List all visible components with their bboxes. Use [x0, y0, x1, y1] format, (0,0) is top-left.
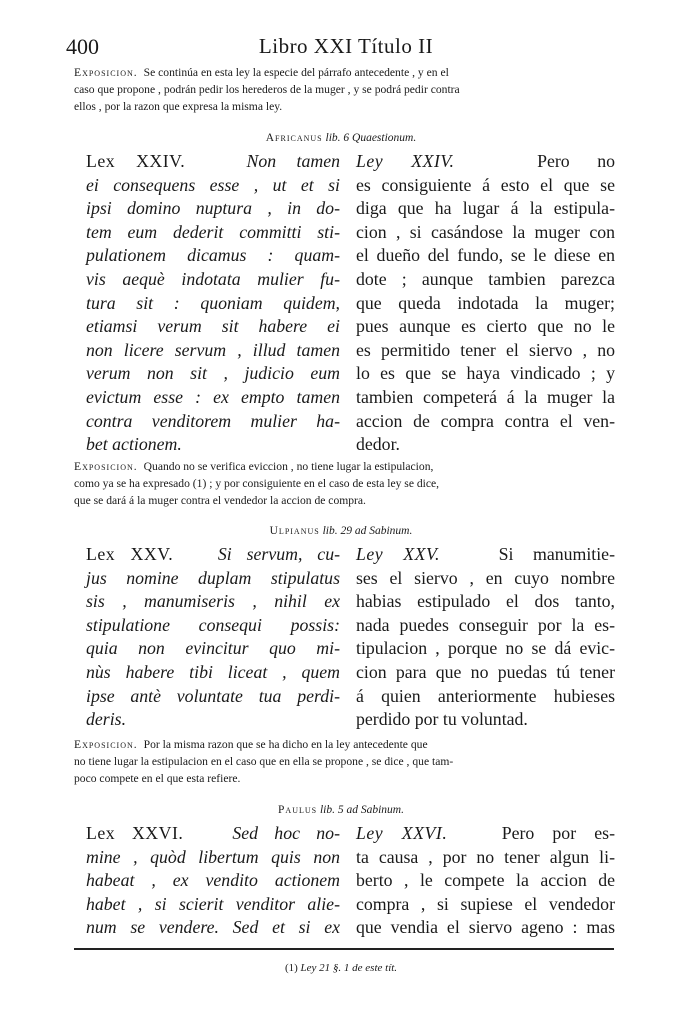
text-line: tambien competerá á la muger la [356, 386, 615, 407]
law-heading: Ley XXVI. [356, 823, 448, 843]
text-line: verum non sit , judicio eum [86, 363, 340, 384]
text-line: Lex XXIV. Non tamen [86, 151, 340, 171]
text-line: el dueño del fundo, se le diese en [356, 245, 615, 266]
text-line: vis aequè indotata mulier fu- [86, 268, 340, 289]
text-line: contra venditorem mulier ha- [86, 410, 340, 431]
exposicion-line: ellos , por la razon que expresa la misma ley. [74, 100, 283, 113]
text-line: ta causa , por no tener algun li- [356, 846, 615, 867]
footnote [0, 962, 682, 974]
text-line: tura sit : quoniam quidem, [86, 292, 340, 313]
text-line: compra , si supiese el vendedor [356, 893, 615, 914]
exposicion-3 [74, 736, 619, 787]
text-line: jus nomine duplam stipulatus [86, 567, 340, 588]
law-24-spanish [356, 150, 615, 457]
law-25-latin [86, 543, 340, 732]
page-number: 400 [66, 34, 99, 59]
text-line: pulationem dicamus : quam- [86, 245, 340, 266]
law-24-latin [86, 150, 340, 457]
text-line: habias estipulado el dos tanto, [356, 591, 615, 612]
text-line: habet , si scierit venditor alie- [86, 893, 340, 914]
text-line: es permitido tener el siervo , no [356, 339, 615, 360]
exposicion-line: caso que propone , podrán pedir los herederos de la muger , y se podrá pedir contra [74, 83, 460, 96]
law-26-spanish [356, 822, 615, 940]
text-line: Lex XXV. Si servum, cu- [86, 544, 341, 564]
text-line: tipulacion , porque no se dá evic- [356, 638, 615, 659]
exposicion-line: como ya se ha expresado (1) ; y por consiguiente en el caso de esta ley se dice, [74, 477, 440, 490]
running-title: Libro XXI Título II [258, 34, 434, 58]
text-line: deris. [86, 709, 127, 730]
footnote-text: Ley 21 §. 1 de este tít. [300, 962, 398, 974]
text-line: dedor. [356, 434, 400, 455]
law-heading: Lex XXV. [86, 544, 174, 564]
exposicion-line: Exposicion. Se continúa en esta ley la especie del párrafo antecedente , y en el [74, 66, 449, 79]
text-line: ipse antè voluntate tua perdi- [86, 685, 340, 706]
source-ulpianus: Ulpianus lib. 29 ad Sabinum. [269, 525, 413, 537]
text-line: ipsi domino nuptura , in do- [86, 198, 340, 219]
source-africanus: Africanus lib. 6 Quaestionum. [265, 132, 417, 144]
exposicion-line: poco compete en el que esta refiere. [74, 772, 241, 785]
text-line: Ley XXV. Si manumitie- [356, 544, 615, 564]
text-line: nada puedes conseguir por la es- [356, 614, 615, 635]
exposicion-line: Exposicion. Quando no se verifica eviccion , no tiene lugar la estipulacion, [74, 460, 434, 473]
text-line: nùs habere tibi liceat , quem [86, 661, 340, 682]
law-heading: Lex XXVI. [86, 823, 184, 843]
exposicion-line: no tiene lugar la estipulacion en el caso que en ella se propone , se dice , que tam- [74, 755, 454, 768]
text-line: quia non evincitur quo mi- [86, 638, 340, 659]
text-line: cion para que no puedas tú tener [356, 661, 615, 682]
text-line: mine , quòd libertum quis non [86, 846, 340, 867]
law-26-latin [86, 822, 340, 940]
text-line: stipulatione consequi possis: [86, 614, 340, 635]
law-heading: Lex XXIV. [86, 151, 186, 171]
text-line: que vendia el siervo ageno : mas [356, 917, 615, 938]
text-line: tem eum dederit committi sti- [86, 221, 340, 242]
text-line: Ley XXVI. Pero por es- [356, 823, 615, 843]
text-line: habeat , ex vendito actionem [86, 870, 340, 891]
exposicion-label: Exposicion. [74, 738, 138, 751]
text-line: perdido por tu voluntad. [356, 709, 528, 730]
text-line: lo es que se haya vindicado ; y [356, 363, 615, 384]
text-line: diga que ha lugar á la estipula- [356, 198, 615, 219]
law-heading: Ley XXV. [356, 544, 440, 564]
exposicion-line: que se dará á la muger contra el vendedor la accion de compra. [74, 494, 366, 507]
text-line: sis , manumiseris , nihil ex [86, 591, 340, 612]
text-line: á quien anteriormente hubieses [356, 685, 615, 706]
text-line: num se vendere. Sed et si ex [86, 917, 340, 938]
law-25-spanish [356, 543, 615, 732]
text-line: evictum esse : ex empto tamen [86, 386, 340, 407]
exposicion-2 [74, 458, 619, 509]
text-line: non licere servum , illud tamen [86, 339, 340, 360]
text-line: Ley XXIV. Pero no [356, 151, 615, 171]
text-line: dote ; aunque tambien parezca [356, 268, 615, 289]
exposicion-line: Exposicion. Por la misma razon que se ha dicho en la ley antecedente que [74, 738, 428, 751]
text-line: ei consequens esse , ut et si [86, 174, 340, 195]
exposicion-1 [74, 64, 619, 115]
text-line: accion de compra contra el ven- [356, 410, 615, 431]
text-line: bet actionem. [86, 434, 182, 455]
text-line: pues aunque es cierto que no le [356, 316, 615, 337]
text-line: cion , si casándose la muger con [356, 221, 615, 242]
text-line: es consiguiente á esto el que se [356, 174, 615, 195]
footnote-marker: (1) [284, 962, 298, 974]
text-line: que queda indotada la muger; [356, 292, 615, 313]
text-line: berto , le compete la accion de [356, 870, 615, 891]
text-line: etiamsi verum sit habere ei [86, 316, 340, 337]
text-line: ses el siervo , en cuyo nombre [356, 567, 615, 588]
page-header [66, 34, 626, 64]
source-paulus: Paulus lib. 5 ad Sabinum. [278, 804, 404, 816]
footnote-rule [74, 948, 614, 950]
text-line: Lex XXVI. Sed hoc no- [86, 823, 340, 843]
exposicion-label: Exposicion. [74, 66, 138, 79]
exposicion-label: Exposicion. [74, 460, 138, 473]
law-heading: Ley XXIV. [356, 151, 455, 171]
